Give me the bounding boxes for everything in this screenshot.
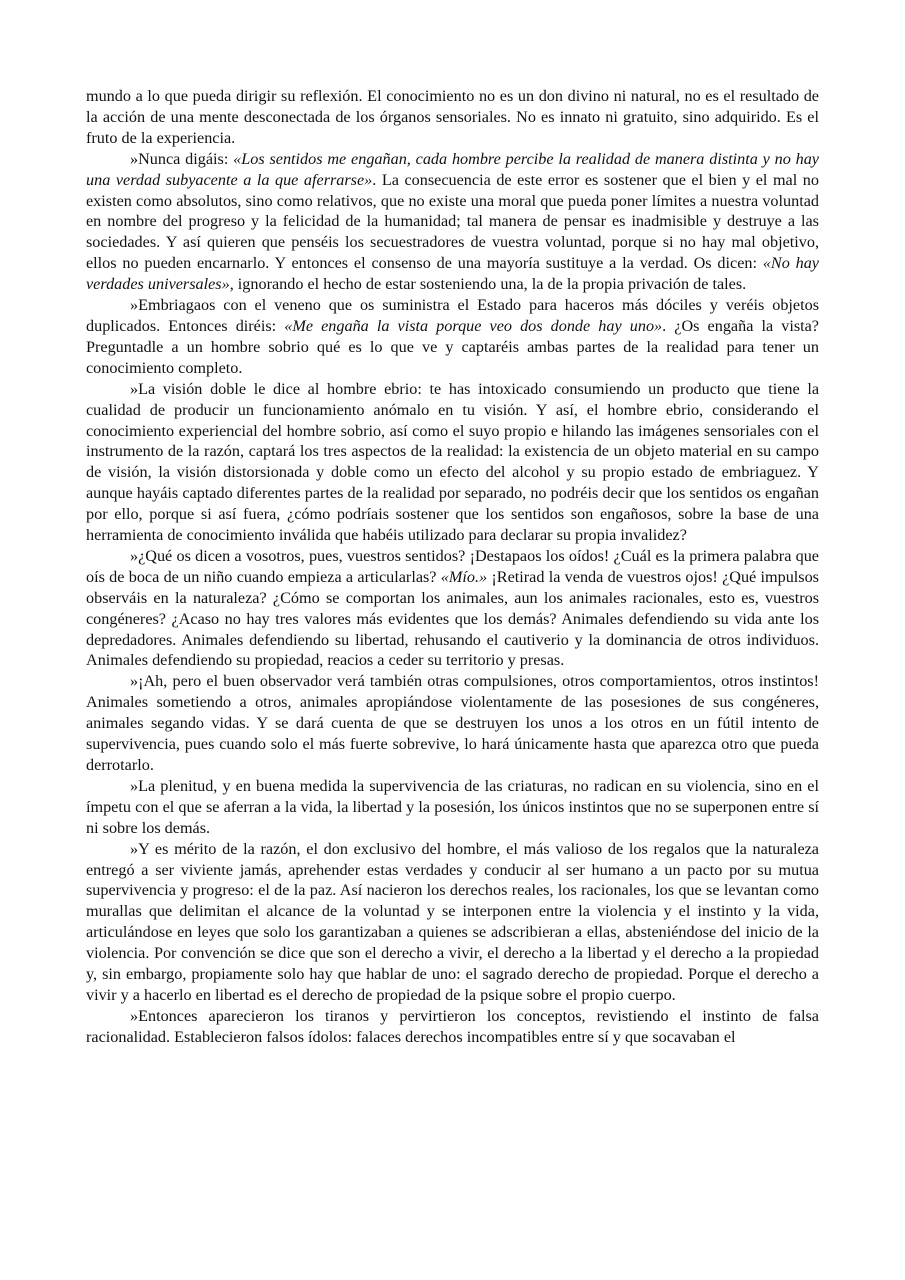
document-page bbox=[86, 86, 819, 1048]
paragraph-text: »¿Qué os dicen a vosotros, pues, vuestros sentidos? ¡Destapaos los oídos! ¿Cuál es la primera palabra que oís de boca de un niño cuando empieza a articularlas? bbox=[86, 546, 819, 586]
paragraph-text: »La plenitud, y en buena medida la supervivencia de las criaturas, no radican en su violencia, sino en el ímpetu con el que se aferran a la vida, la libertad y la posesión, los únicos instintos que no se superponen entre sí ni sobre los demás. bbox=[86, 776, 819, 837]
italic-quote: «No hay verdades universales» bbox=[86, 254, 819, 294]
paragraph-text: . La consecuencia de este error es sostener que el bien y el mal no existen como absolutos, sino como relativos, que no existe una moral que pueda poner límites a nuestra voluntad en nombre del progreso y la felicidad de la humanidad; tal manera de pensar es inadmisible y destruye a las sociedades. Y así quieren que penséis los secuestradores de vuestra voluntad, porque si no hay mal objetivo, ellos no pueden encarnarlo. Y entonces el consenso de una mayoría sustituye a la verdad. Os dicen: bbox=[86, 170, 819, 273]
paragraph-text: . ¿Os engaña la vista? Preguntadle a un hombre sobrio qué es lo que ve y captaréis ambas partes de la realidad para tener un conocimiento completo. bbox=[86, 316, 819, 377]
paragraph-text: »Entonces aparecieron los tiranos y pervirtieron los conceptos, revistiendo el instinto de falsa racionalidad. Establecieron falsos ídolos: falaces derechos incompatibles entre sí y que socavaban el bbox=[86, 1006, 819, 1046]
paragraph bbox=[86, 671, 819, 776]
paragraph bbox=[86, 546, 819, 671]
paragraph-text: ¡Retirad la venda de vuestros ojos! ¿Qué impulsos observáis en la naturaleza? ¿Cómo se comportan los animales, aun los animales racionales, esto es, vuestros congéneres? ¿Acaso no hay tres valores más evidentes que los demás? Animales defendiendo su vida ante los depredadores. Animales defendiendo su libertad, rehusando el cautiverio y la dominancia de otros individuos. Animales defendiendo su propiedad, reacios a ceder su territorio y presas. bbox=[86, 567, 819, 670]
paragraph bbox=[86, 86, 819, 149]
paragraph-text: »Nunca digáis: bbox=[130, 149, 234, 168]
paragraph bbox=[86, 839, 819, 1006]
italic-quote: «Me engaña la vista porque veo dos donde hay uno» bbox=[284, 316, 663, 335]
paragraph-text: »Y es mérito de la razón, el don exclusivo del hombre, el más valioso de los regalos que la naturaleza entregó a ser viviente jamás, aprehender estas verdades y conducir al ser humano a un pacto por su mutua supervivencia y progreso: el de la paz. Así nacieron los derechos reales, los racionales, los que se levantan como murallas que delimitan el alcance de la voluntad y se interponen entre la violencia y el instinto y la vida, articulándose en leyes que solo los garantizaban a quienes se adscribieran a ellas, absteniéndose del inicio de la violencia. Por convención se dice que son el derecho a vivir, el derecho a la libertad y el derecho a la propiedad y, sin embargo, propiamente solo hay que hablar de uno: el sagrado derecho de propiedad. Porque el derecho a vivir y a hacerlo en libertad es el derecho de propiedad de la psique sobre el propio cuerpo. bbox=[86, 839, 819, 1004]
italic-quote: «Mío.» bbox=[440, 567, 488, 586]
paragraph bbox=[86, 1006, 819, 1048]
paragraph-text: »La visión doble le dice al hombre ebrio: te has intoxicado consumiendo un producto que tiene la cualidad de producir un funcionamiento anómalo en tu visión. Y así, el hombre ebrio, considerando el conocimiento experiencial del hombre sobrio, así como el suyo propio e hilando las imágenes sensoriales con el instrumento de la razón, captará los tres aspectos de la realidad: la existencia de un objeto material en su campo de visión, la visión distorsionada y doble como un efecto del alcohol y su propio estado de embriaguez. Y aunque hayáis captado diferentes partes de la realidad por separado, no podréis decir que los sentidos os engañan por ello, porque si así fuera, ¿cómo podríais sostener que los sentidos son engañosos, sobre la base de una herramienta de conocimiento inválida que habéis utilizado para declarar su propia invalidez? bbox=[86, 379, 819, 545]
paragraph-text: »¡Ah, pero el buen observador verá también otras compulsiones, otros comportamientos, otros instintos! Animales sometiendo a otros, animales apropiándose violentamente de las posesiones de sus congéneres, animales segando vidas. Y se dará cuenta de que se destruyen los unos a los otros en un fútil intento de supervivencia, pues cuando solo el más fuerte sobrevive, lo hará únicamente hasta que aparezca otro que pueda derrotarlo. bbox=[86, 672, 819, 774]
italic-quote: «Los sentidos me engañan, cada hombre percibe la realidad de manera distinta y no hay una verdad subyacente a la que aferrarse» bbox=[86, 149, 819, 189]
paragraph-text: »Embriagaos con el veneno que os suministra el Estado para haceros más dóciles y veréis objetos duplicados. Entonces diréis: bbox=[86, 296, 819, 335]
paragraph-text: mundo a lo que pueda dirigir su reflexión. El conocimiento no es un don divino ni natural, no es el resultado de la acción de una mente desconectada de los órganos sensoriales. No es innato ni gratuito, sino adquirido. Es el fruto de la experiencia. bbox=[86, 87, 819, 147]
paragraph bbox=[86, 295, 819, 379]
paragraph-text: , ignorando el hecho de estar sosteniendo una, la de la propia privación de tales. bbox=[229, 275, 747, 294]
paragraph bbox=[86, 379, 819, 546]
paragraph bbox=[86, 776, 819, 839]
paragraph bbox=[86, 149, 819, 295]
